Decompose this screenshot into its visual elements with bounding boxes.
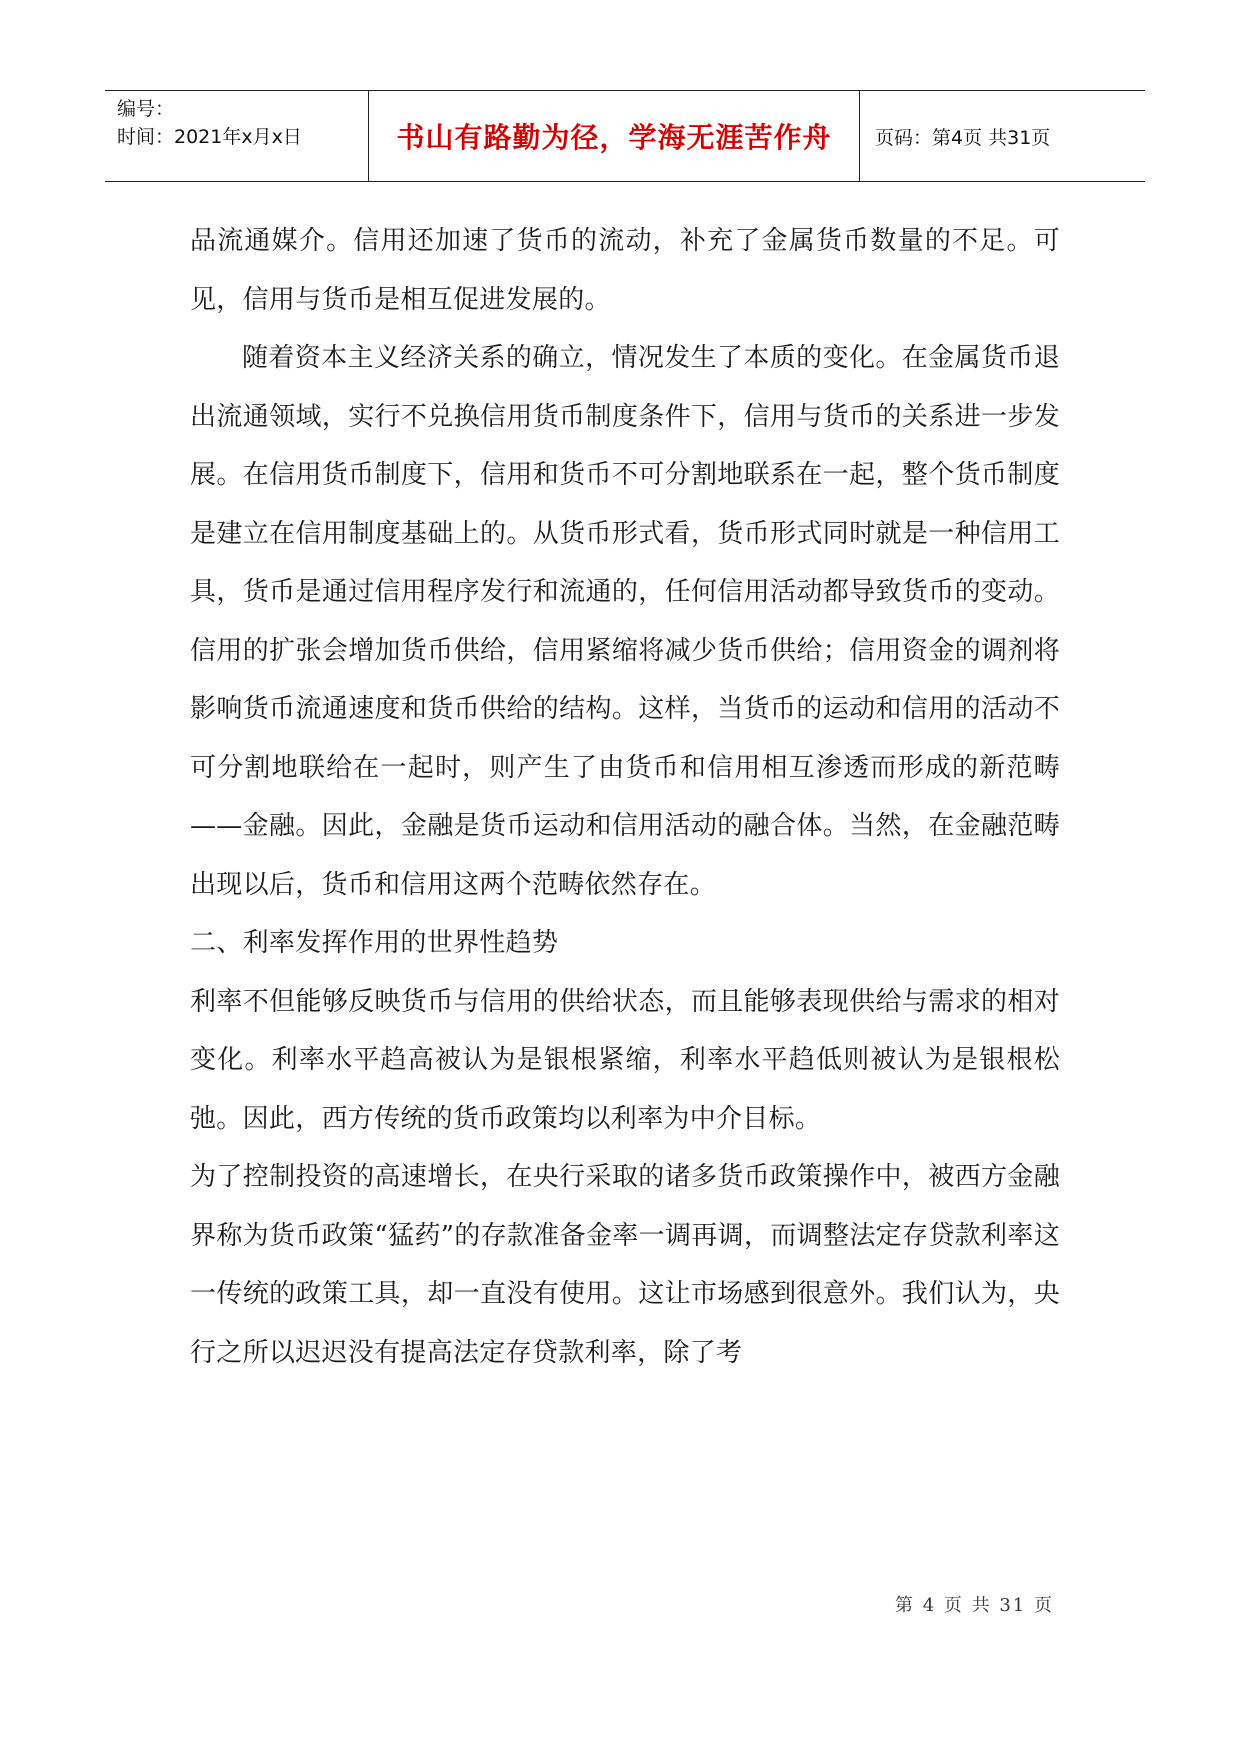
document-time-label: 时间：2021年x月x日 xyxy=(117,126,302,148)
header-divider xyxy=(368,91,369,181)
header-divider xyxy=(859,91,860,181)
body-paragraph: 品流通媒介。信用还加速了货币的流动，补充了金属货币数量的不足。可见，信用与货币是相互促进发展的。 xyxy=(190,226,1060,315)
header-page-code: 页码：第4页 共31页 xyxy=(875,126,1051,149)
body-paragraph: 为了控制投资的高速增长，在央行采取的诸多货币政策操作中，被西方金融界称为货币政策“猛药”的存款准备金率一调再调，而调整法定存贷款利率这一传统的政策工具，却一直没有使用。这让市场感到很意外。我们认为，央行之所以迟迟没有提高法定存贷款利率，除了考 xyxy=(190,1162,1060,1368)
page-header xyxy=(105,90,1145,182)
body-paragraph: 随着资本主义经济关系的确立，情况发生了本质的变化。在金属货币退出流通领域，实行不兑换信用货币制度条件下，信用与货币的关系进一步发展。在信用货币制度下，信用和货币不可分割地联系在一起，整个货币制度是建立在信用制度基础上的。从货币形式看，货币形式同时就是一种信用工具，货币是通过信用程序发行和流通的，任何信用活动都导致货币的变动。信用的扩张会增加货币供给，信用紧缩将减少货币供给；信用资金的调剂将影响货币流通速度和货币供给的结构。这样，当货币的运动和信用的活动不可分割地联给在一起时，则产生了由货币和信用相互渗透而形成的新范畴——金融。因此，金融是货币运动和信用活动的融合体。当然，在金融范畴出现以后，货币和信用这两个范畴依然存在。 xyxy=(190,343,1060,900)
document-number-label: 编号： xyxy=(117,98,175,120)
document-body xyxy=(190,212,1060,1382)
header-motto: 书山有路勤为径，学海无涯苦作舟 xyxy=(396,121,832,154)
body-paragraph: 利率不但能够反映货币与信用的供给状态，而且能够表现供给与需求的相对变化。利率水平趋高被认为是银根紧缩，利率水平趋低则被认为是银根松弛。因此，西方传统的货币政策均以利率为中介目标。 xyxy=(190,986,1060,1134)
section-heading: 二、利率发挥作用的世界性趋势 xyxy=(190,928,559,958)
header-meta xyxy=(117,95,362,151)
page-footer: 第 4 页 共 31 页 xyxy=(895,1595,1054,1616)
